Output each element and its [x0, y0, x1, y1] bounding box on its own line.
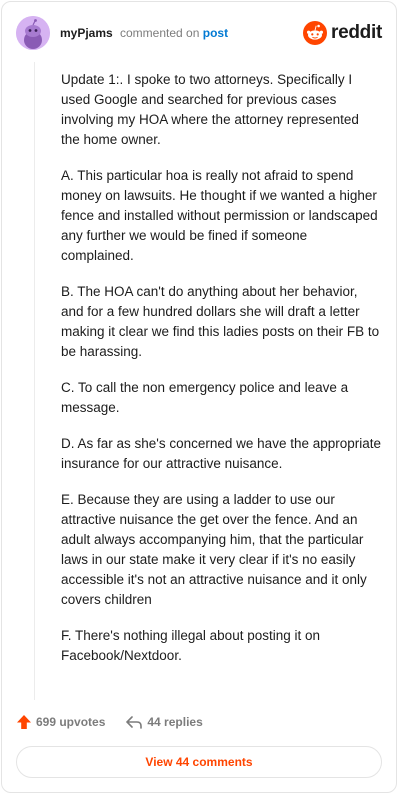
reply-arrow-icon: [125, 714, 143, 730]
action-text: commented on: [120, 26, 200, 40]
snoo-avatar-icon: [16, 16, 50, 50]
comment-paragraph: D. As far as she's concerned we have the appropriate insurance for our attractive nuisance.: [61, 436, 382, 471]
upvote-button[interactable]: [16, 714, 105, 730]
upvote-arrow-icon: [16, 714, 32, 730]
replies-button[interactable]: [125, 714, 202, 730]
comment-paragraph: C. To call the non emergency police and leave a message.: [61, 380, 349, 415]
avatar[interactable]: [16, 16, 50, 50]
reddit-wordmark: reddit: [331, 22, 382, 43]
comment-header: [16, 16, 382, 50]
reddit-snoo-icon: [303, 21, 327, 45]
comment-paragraph: E. Because they are using a ladder to use our attractive nuisance the get over the fence. And an adult always accompanying him, that the particular laws in our state make it very clear if it's no easily accessible it's not an attractive nuisance and it only covers children: [61, 492, 367, 607]
post-link[interactable]: post: [202, 26, 229, 40]
comment-paragraph: B. The HOA can't do anything about her behavior, and for a few hundred dollars she will draft a letter making it clear we find this ladies posts on their FB to be harassing.: [61, 284, 380, 359]
comment-meta: [120, 26, 228, 40]
comment-paragraph: F. There's nothing illegal about posting it on Facebook/Nextdoor.: [61, 628, 320, 663]
comment-body: [61, 70, 381, 682]
view-comments-button[interactable]: View 44 comments: [16, 746, 382, 778]
upvote-count: 699 upvotes: [36, 715, 106, 729]
username-link[interactable]: myPjams: [60, 26, 113, 40]
reddit-logo[interactable]: [303, 20, 382, 46]
reply-count: 44 replies: [147, 715, 203, 729]
thread-line[interactable]: [34, 62, 35, 700]
comment-paragraph: A. This particular hoa is really not afraid to spend money on lawsuits. He thought if we wanted a higher fence and installed without permission or landscaped any further we would be fined if someone complained.: [61, 168, 378, 263]
comment-paragraph: Update 1:. I spoke to two attorneys. Specifically I used Google and searched for previous cases involving my HOA where the attorney represented the home owner.: [61, 72, 359, 147]
comment-actions: [16, 712, 203, 732]
